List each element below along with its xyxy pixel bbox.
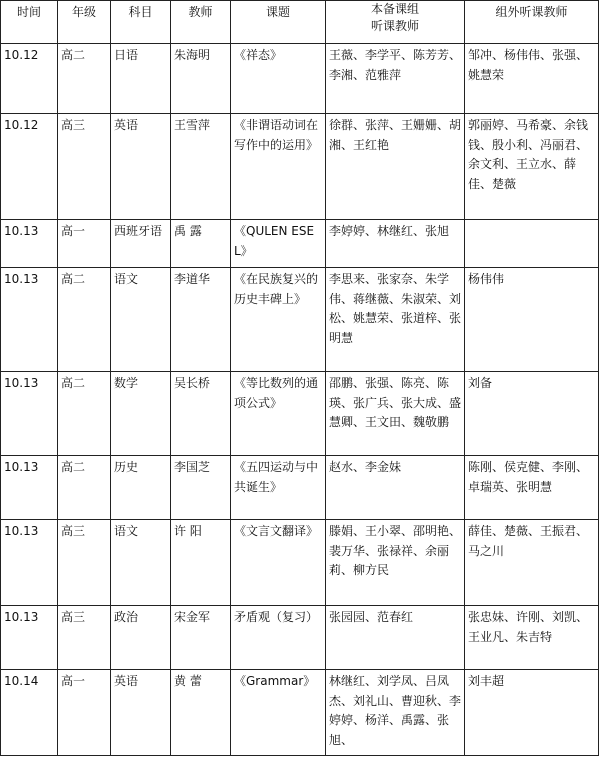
cell-outer-observers — [465, 220, 599, 268]
cell-date: 10.13 — [1, 372, 58, 456]
cell-subject: 英语 — [111, 670, 171, 756]
cell-inner-observers: 王薇、李学平、陈芳芳、李湘、范雅萍 — [326, 44, 465, 114]
cell-teacher: 吴长桥 — [171, 372, 231, 456]
cell-subject: 政治 — [111, 606, 171, 670]
cell-date: 10.13 — [1, 606, 58, 670]
cell-inner-observers: 李思来、张家奈、朱学伟、蒋继薇、朱淑荣、刘松、姚慧荣、张道梓、张明慧 — [326, 268, 465, 372]
header-grade: 年级 — [58, 1, 111, 44]
table-row — [1, 268, 599, 372]
table-row — [1, 44, 599, 114]
cell-subject: 数学 — [111, 372, 171, 456]
cell-date: 10.13 — [1, 520, 58, 606]
cell-grade: 高三 — [58, 520, 111, 606]
cell-outer-observers: 刘丰超 — [465, 670, 599, 756]
cell-date: 10.13 — [1, 456, 58, 520]
header-topic: 课题 — [231, 1, 326, 44]
cell-subject: 西班牙语 — [111, 220, 171, 268]
table-row — [1, 220, 599, 268]
cell-subject: 日语 — [111, 44, 171, 114]
header-teacher: 教师 — [171, 1, 231, 44]
cell-outer-observers: 邹冲、杨伟伟、张强、姚慧荣 — [465, 44, 599, 114]
cell-grade: 高三 — [58, 114, 111, 220]
cell-outer-observers: 刘备 — [465, 372, 599, 456]
cell-outer-observers: 陈刚、侯克健、李刚、卓瑞英、张明慧 — [465, 456, 599, 520]
cell-grade: 高二 — [58, 372, 111, 456]
cell-teacher: 黄 蕾 — [171, 670, 231, 756]
cell-subject: 英语 — [111, 114, 171, 220]
cell-topic: 《文言文翻译》 — [231, 520, 326, 606]
cell-topic: 《非谓语动词在写作中的运用》 — [231, 114, 326, 220]
cell-inner-observers: 林继红、刘学凤、吕凤杰、刘礼山、曹迎秋、李婷婷、杨洋、禹露、张旭、 — [326, 670, 465, 756]
cell-date: 10.13 — [1, 220, 58, 268]
cell-inner-observers: 李婷婷、林继红、张旭 — [326, 220, 465, 268]
cell-grade: 高二 — [58, 44, 111, 114]
cell-date: 10.14 — [1, 670, 58, 756]
header-date: 时间 — [1, 1, 58, 44]
cell-inner-observers: 徐群、张萍、王姗姗、胡湘、王红艳 — [326, 114, 465, 220]
cell-grade: 高二 — [58, 268, 111, 372]
table-row — [1, 606, 599, 670]
table-row — [1, 456, 599, 520]
table-header-row — [1, 1, 599, 44]
cell-teacher: 朱海明 — [171, 44, 231, 114]
header-inner-observers — [326, 1, 465, 44]
cell-teacher: 禹 露 — [171, 220, 231, 268]
cell-grade: 高一 — [58, 220, 111, 268]
cell-date: 10.12 — [1, 44, 58, 114]
cell-teacher: 王雪萍 — [171, 114, 231, 220]
cell-date: 10.13 — [1, 268, 58, 372]
header-inner-observers-text: 本备课组 听课教师 — [370, 2, 419, 33]
cell-topic: 《在民族复兴的历史丰碑上》 — [231, 268, 326, 372]
cell-outer-observers: 张忠妹、许刚、刘凯、王业凡、朱吉特 — [465, 606, 599, 670]
cell-subject: 历史 — [111, 456, 171, 520]
table-row — [1, 372, 599, 456]
cell-subject: 语文 — [111, 268, 171, 372]
header-outer-observers: 组外听课教师 — [465, 1, 599, 44]
cell-teacher: 李国芝 — [171, 456, 231, 520]
cell-inner-observers: 张园园、范春红 — [326, 606, 465, 670]
table-row — [1, 520, 599, 606]
cell-subject: 语文 — [111, 520, 171, 606]
cell-inner-observers: 滕娟、王小翠、邵明艳、裴万华、张禄祥、余丽莉、柳方民 — [326, 520, 465, 606]
cell-outer-observers: 薛佳、楚薇、王振君、马之川 — [465, 520, 599, 606]
cell-topic: 矛盾观（复习） — [231, 606, 326, 670]
cell-grade: 高三 — [58, 606, 111, 670]
cell-teacher: 宋金军 — [171, 606, 231, 670]
table-row — [1, 114, 599, 220]
cell-topic: 《QULEN ESEL》 — [231, 220, 326, 268]
cell-topic: 《等比数列的通项公式》 — [231, 372, 326, 456]
cell-grade: 高一 — [58, 670, 111, 756]
cell-date: 10.12 — [1, 114, 58, 220]
table-row — [1, 670, 599, 756]
cell-inner-observers: 邵鹏、张强、陈亮、陈瑛、张广兵、张大成、盛慧卿、王文田、魏敬鹏 — [326, 372, 465, 456]
header-subject: 科目 — [111, 1, 171, 44]
cell-inner-observers: 赵水、李金妹 — [326, 456, 465, 520]
cell-outer-observers: 杨伟伟 — [465, 268, 599, 372]
cell-outer-observers: 郭丽婷、马希豪、余钱钱、殷小利、冯丽君、余文利、王立水、薛佳、楚薇 — [465, 114, 599, 220]
cell-topic: 《祥态》 — [231, 44, 326, 114]
cell-topic: 《五四运动与中共诞生》 — [231, 456, 326, 520]
cell-grade: 高二 — [58, 456, 111, 520]
cell-teacher: 许 阳 — [171, 520, 231, 606]
cell-teacher: 李道华 — [171, 268, 231, 372]
cell-topic: 《Grammar》 — [231, 670, 326, 756]
